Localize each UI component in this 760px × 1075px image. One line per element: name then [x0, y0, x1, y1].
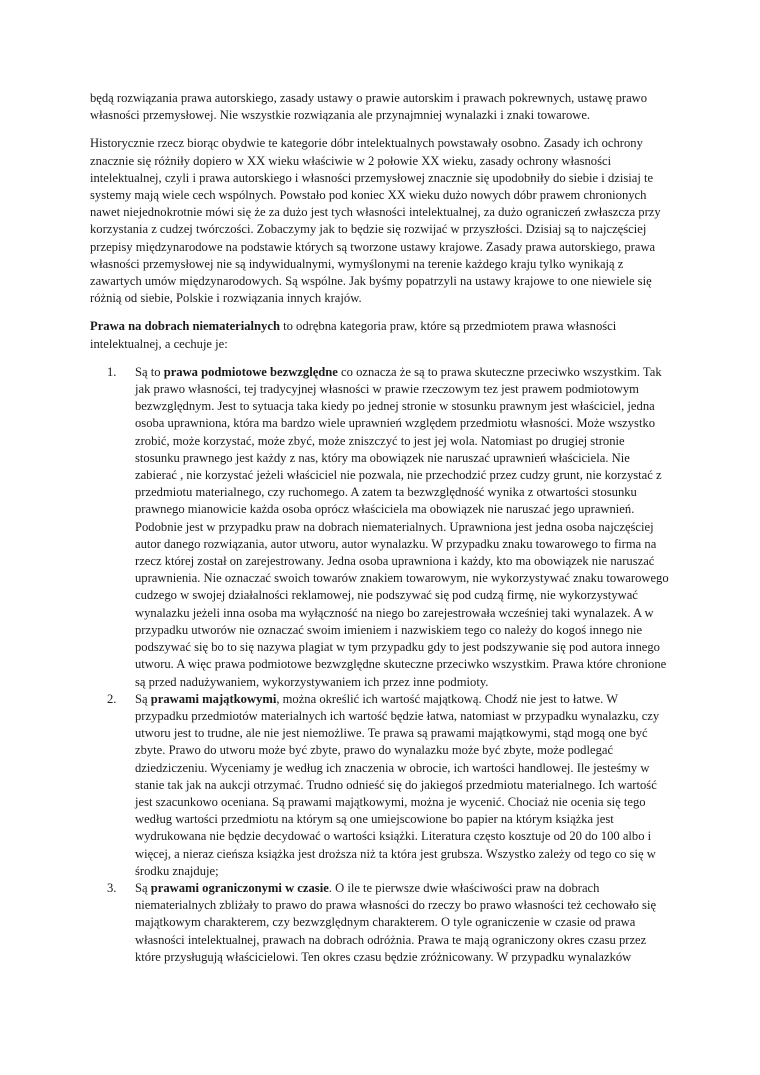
- list-item-number: 1.: [107, 364, 117, 379]
- definition-text: to odrębna kategoria praw, które są przedmiotem prawa własności intelektualnej, a cechuje je:: [90, 319, 617, 351]
- list-item-number: 2.: [107, 691, 117, 706]
- paragraph-intro: będą rozwiązania prawa autorskiego, zasady ustawy o prawie autorskim i prawach pokrewnych, ustawę prawo własności przemysłowej. Nie wszystkie rozwiązania ale przynajmniej wynalazki i znaki towarowe.: [90, 91, 648, 123]
- list-item-text: co oznacza że są to prawa skuteczne przeciwko wszystkim. Tak jak prawo własności, tej tradycyjnej własności w prawie rzeczowym tez jest prawem podmiotowym bezwzględnym. Jest to sytuacja taka kiedy po jednej stronie w stosunku prawnym jest właściciel, jedna osoba uprawniona, która ma bardzo wiele uprawnień względem przedmiotu własności. Może wszystko zrobić, może korzystać, może zbyć, może zniszczyć to jest jej wola. Natomiast po drugiej stronie stosunku prawnego jest każdy z nas, który ma obowiązek nie naruszać uprawnień właściciela. Nie zabierać , nie korzystać jeżeli właściciel nie pozwala, nie przechodzić przez cudzy grunt, nie korzystać z przedmiotu materialnego, czy ruchomego. A zatem ta bezwzględność wynika z otwartości stosunku prawnego mianowicie każda osoba oprócz właściciela ma obowiązek nie naruszać jego uprawnień. Podobnie jest w przypadku praw na dobrach niematerialnych. Uprawniona jest jedna osoba najczęściej autor danego rozwiązania, autor utworu, autor wynalazku. W przypadku znaku towarowego to firma na rzecz której został on zarejestrowany. Jedna osoba uprawniona i każdy, kto ma obowiązek nie naruszać uprawnienia. Nie oznaczać swoich towarów znakiem towarowym, nie wykorzystywać znaku towarowego cudzego w swojej działalności reklamowej, nie podszywać się pod cudzą firmę, nie wykorzystywać wynalazku jeżeli inna osoba ma wyłączność na niego bo zarejestrowała wcześniej taki wynalazek. A w przypadku utworów nie oznaczać swoim imieniem i nazwiskiem tego co należy do kogoś innego nie podszywać się bo to się nazywa plagiat w tym przypadku gdy to jest podszywanie się pod autora innego utworu. A więc prawa podmiotowe bezwzględne skuteczne przeciwko wszystkim. Prawa które chronione są przed nadużywaniem, wykorzystywaniem ich przez inne podmioty.: [135, 364, 669, 689]
- list-item-text: . O ile te pierwsze dwie właściwości praw na dobrach niematerialnych zbliżały to prawo do prawa własności do rzeczy bo prawo własności też cechowało się majątkowym charakterem, czy bezwzględnym charakterem. O tyle ograniczenie w czasie od prawa własności intelektualnej, prawach na dobrach odróżnia. Prawa te mają ograniczony okres czasu przez które przysługują właścicielowi. Ten okres czasu będzie zróżnicowany. W przypadku wynalazków: [135, 880, 657, 964]
- list-item-term: prawami ograniczonymi w czasie: [150, 880, 329, 895]
- list-item-prefix: Są to: [135, 364, 164, 379]
- list-item-prefix: Są: [135, 691, 151, 706]
- paragraph-history: Historycznie rzecz biorąc obydwie te kategorie dóbr intelektualnych powstawały osobno. Zasady ich ochrony znacznie się różniły dopiero w XX wieku właściwie w 2 połowie XX wieku, zasady ochrony własności intelektualnej, czyli i prawa autorskiego i własności przemysłowej znacznie się upodobniły do siebie i dzisiaj te systemy mają wiele cech wspólnych. Powstało pod koniec XX wieku dużo nowych dóbr prawem chronionych nawet niejednokrotnie mówi się że za dużo jest tych własności intelektualnej, za dużo ograniczeń zwłaszcza przy korzystania z cudzej twórczości. Zobaczymy jak to będzie się rozwijać w przyszłości. Dzisiaj są to najczęściej przepisy międzynarodowe na podstawie których są tworzone ustawy krajowe. Zasady prawa autorskiego, prawa własności przemysłowej nie są indywidualnymi, wymyślonymi na terenie każdego kraju tylko wynikają z zawartych umów międzynarodowych. Są wspólne. Jak byśmy popatrzyli na ustawy krajowe to one niewiele się różnią od siebie, Polskie i rozwiązania innych krajów.: [90, 136, 661, 306]
- list-item-number: 3.: [107, 880, 117, 895]
- list-item-term: prawami majątkowymi: [150, 691, 277, 706]
- list-item-prefix: Są: [135, 880, 151, 895]
- list-item: [90, 364, 672, 691]
- document-page: [90, 90, 672, 966]
- features-list: [90, 364, 672, 966]
- list-item: [90, 691, 672, 880]
- list-item: [90, 880, 672, 966]
- list-item-term: prawa podmiotowe bezwzględne: [163, 364, 338, 379]
- paragraph-definition: [90, 318, 672, 352]
- definition-term: Prawa na dobrach niematerialnych: [90, 319, 280, 334]
- list-item-text: , można określić ich wartość majątkową. Chodź nie jest to łatwe. W przypadku przedmiotów materialnych ich wartość będzie łatwa, natomiast w przypadku wynalazku, czy utworu jest to trudne, ale nie jest niemożliwe. Te prawa są prawami majątkowymi, stąd mogą one być zbyte. Prawo do utworu może być zbyte, prawo do wynalazku może być zbyte, może podlegać dziedziczeniu. Wyceniamy je według ich znaczenia w obrocie, ich wartości handlowej. Ile jesteśmy w stanie tak jak na aukcji otrzymać. Trudno odnieść się do jakiegoś przedmiotu materialnego. Ich wartość jest szacunkowo oceniana. Są prawami majątkowymi, można je wycenić. Chociaż nie ocenia się tego według wartości przedmiotu na którym są one umiejscowione bo papier na którym książka jest wydrukowana nie będzie decydować o wartości książki. Literatura często kosztuje od 20 do 100 albo i więcej, a nieraz cieńsza książka jest droższa niż ta która jest grubsza. Wszystko zależy od tego co się w środku znajduje;: [135, 691, 660, 878]
